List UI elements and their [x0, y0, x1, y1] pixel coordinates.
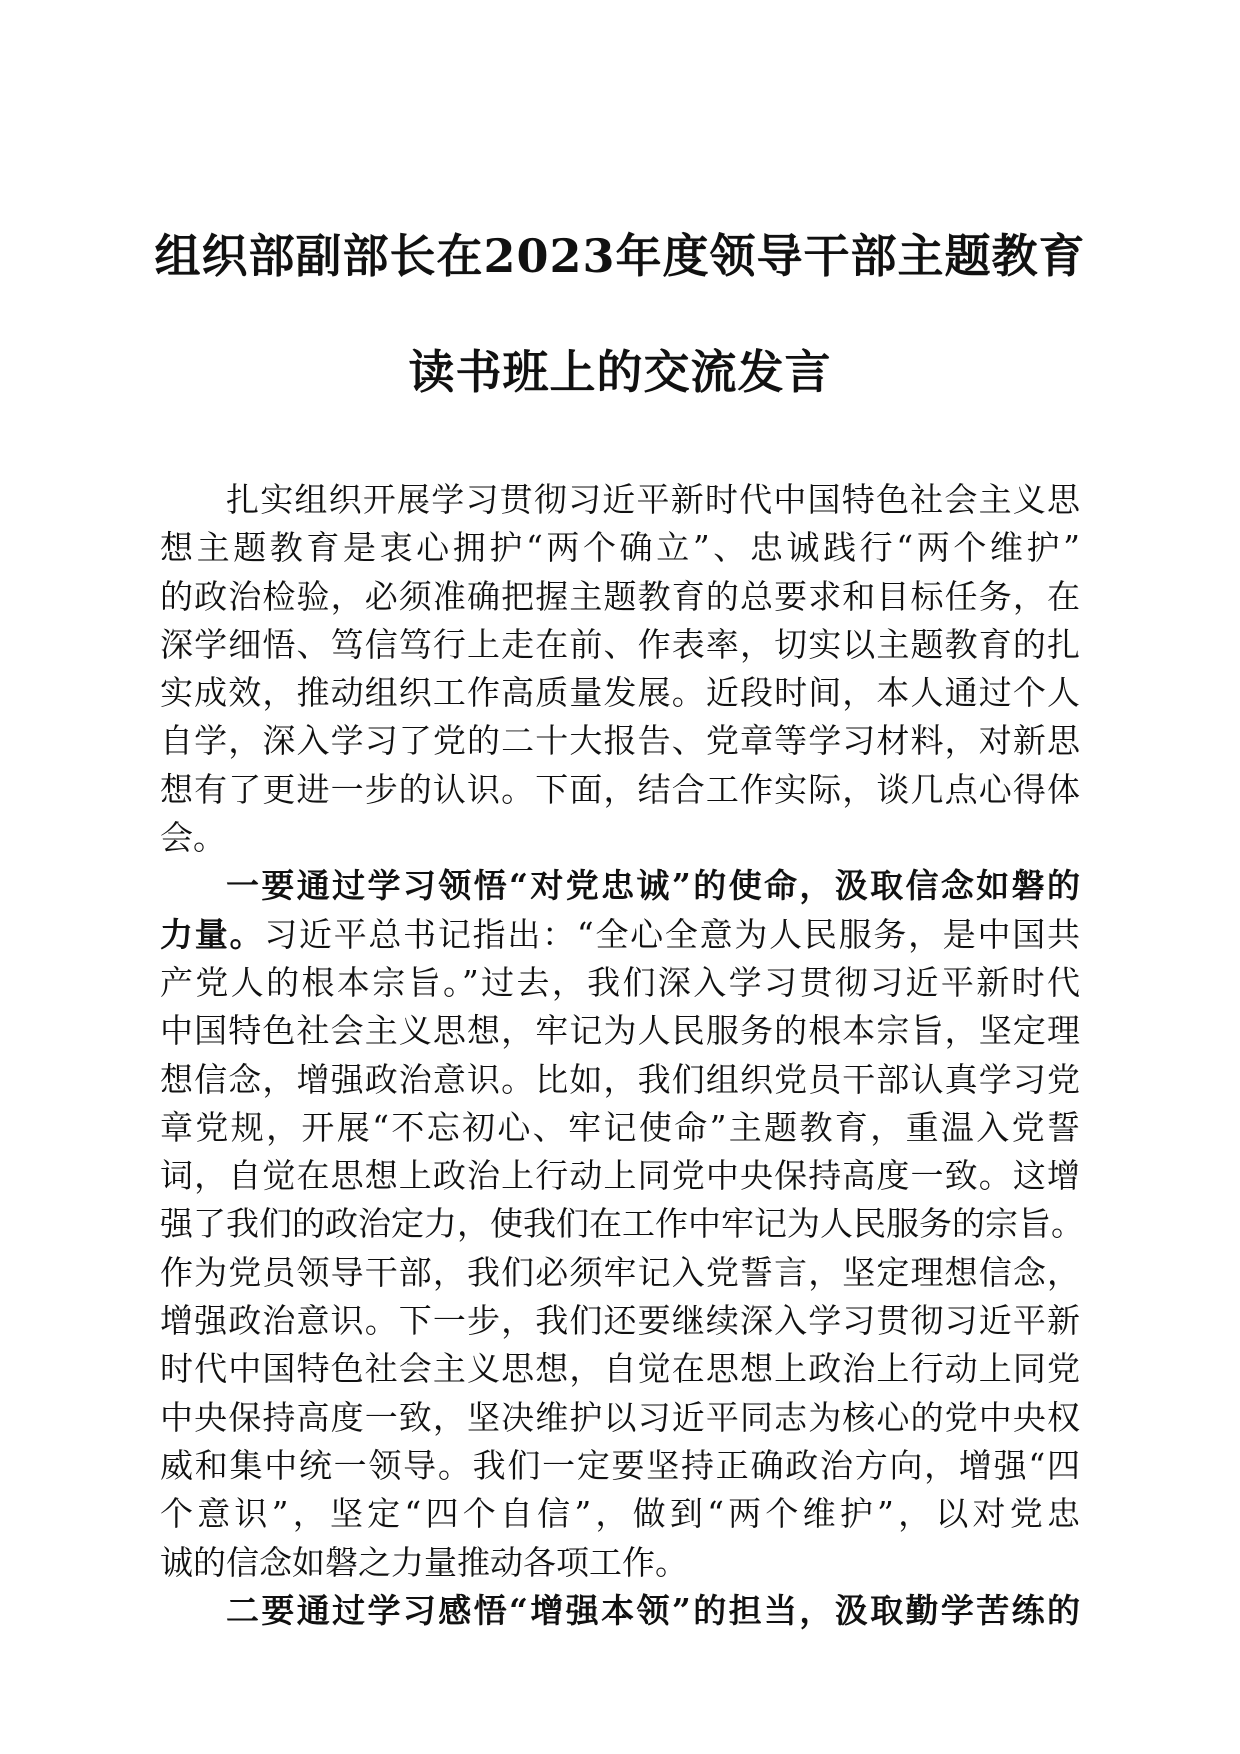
section-1-line: 强了我们的政治定力，使我们在工作中牢记为人民服务的宗旨。: [160, 1204, 1084, 1244]
section-1-line: 作为党员领导干部，我们必须牢记入党誓言，坚定理想信念，: [160, 1252, 1080, 1292]
paragraph-1-line: 会。: [160, 818, 226, 858]
document-title-line-2: 读书班上的交流发言: [408, 345, 832, 399]
paragraph-1-line: 实成效，推动组织工作高质量发展。近段时间，本人通过个人: [160, 673, 1080, 713]
paragraph-1-line: 扎实组织开展学习贯彻习近平新时代中国特色社会主义思: [226, 480, 1080, 519]
paragraph-1-line: 自学，深入学习了党的二十大报告、党章等学习材料，对新思: [160, 721, 1080, 761]
document-title-line-1: 组织部副部长在2023年度领导干部主题教育: [154, 229, 1086, 283]
section-1-line: 词，自觉在思想上政治上行动上同党中央保持高度一致。这增: [160, 1156, 1080, 1196]
paragraph-1-line: 的政治检验，必须准确把握主题教育的总要求和目标任务，在: [160, 576, 1080, 616]
section-1-line: [160, 911, 1080, 959]
section-1-line-text: 习近平总书记指出：“全心全意为人民服务，是中国共: [264, 914, 1081, 954]
section-1-line: 威和集中统一领导。我们一定要坚持正确政治方向，增强“四: [160, 1445, 1080, 1485]
section-1-line: 想信念，增强政治意识。比如，我们组织党员干部认真学习党: [160, 1059, 1080, 1099]
section-1-line: 中国特色社会主义思想，牢记为人民服务的根本宗旨，坚定理: [160, 1011, 1080, 1051]
section-1-line: 中央保持高度一致，坚决维护以习近平同志为核心的党中央权: [160, 1397, 1080, 1437]
section-2-heading: 二要通过学习感悟“增强本领”的担当，汲取勤学苦练的: [226, 1590, 1080, 1630]
section-1-line: 章党规，开展“不忘初心、牢记使命”主题教育，重温入党誓: [160, 1107, 1080, 1147]
section-1-line: 诚的信念如磐之力量推动各项工作。: [160, 1542, 688, 1582]
paragraph-1-line: 深学细悟、笃信笃行上走在前、作表率，切实以主题教育的扎: [160, 624, 1080, 664]
paragraph-1-line: 想主题教育是衷心拥护“两个确立”、忠诚践行“两个维护”: [160, 528, 1080, 568]
section-1-line: 产党人的根本宗旨。”过去，我们深入学习贯彻习近平新时代: [160, 962, 1080, 1002]
section-1-line: 时代中国特色社会主义思想，自觉在思想上政治上行动上同党: [160, 1349, 1080, 1389]
section-1-line: 个意识”，坚定“四个自信”，做到“两个维护”，以对党忠: [160, 1494, 1080, 1534]
section-1-heading-end: 力量。: [160, 914, 265, 954]
document-body: [160, 476, 1084, 1635]
section-1-line: 增强政治意识。下一步，我们还要继续深入学习贯彻习近平新: [160, 1301, 1080, 1341]
section-1-heading: 一要通过学习领悟“对党忠诚”的使命，汲取信念如磐的: [226, 866, 1080, 906]
paragraph-1-line: 想有了更进一步的认识。下面，结合工作实际，谈几点心得体: [160, 769, 1080, 809]
